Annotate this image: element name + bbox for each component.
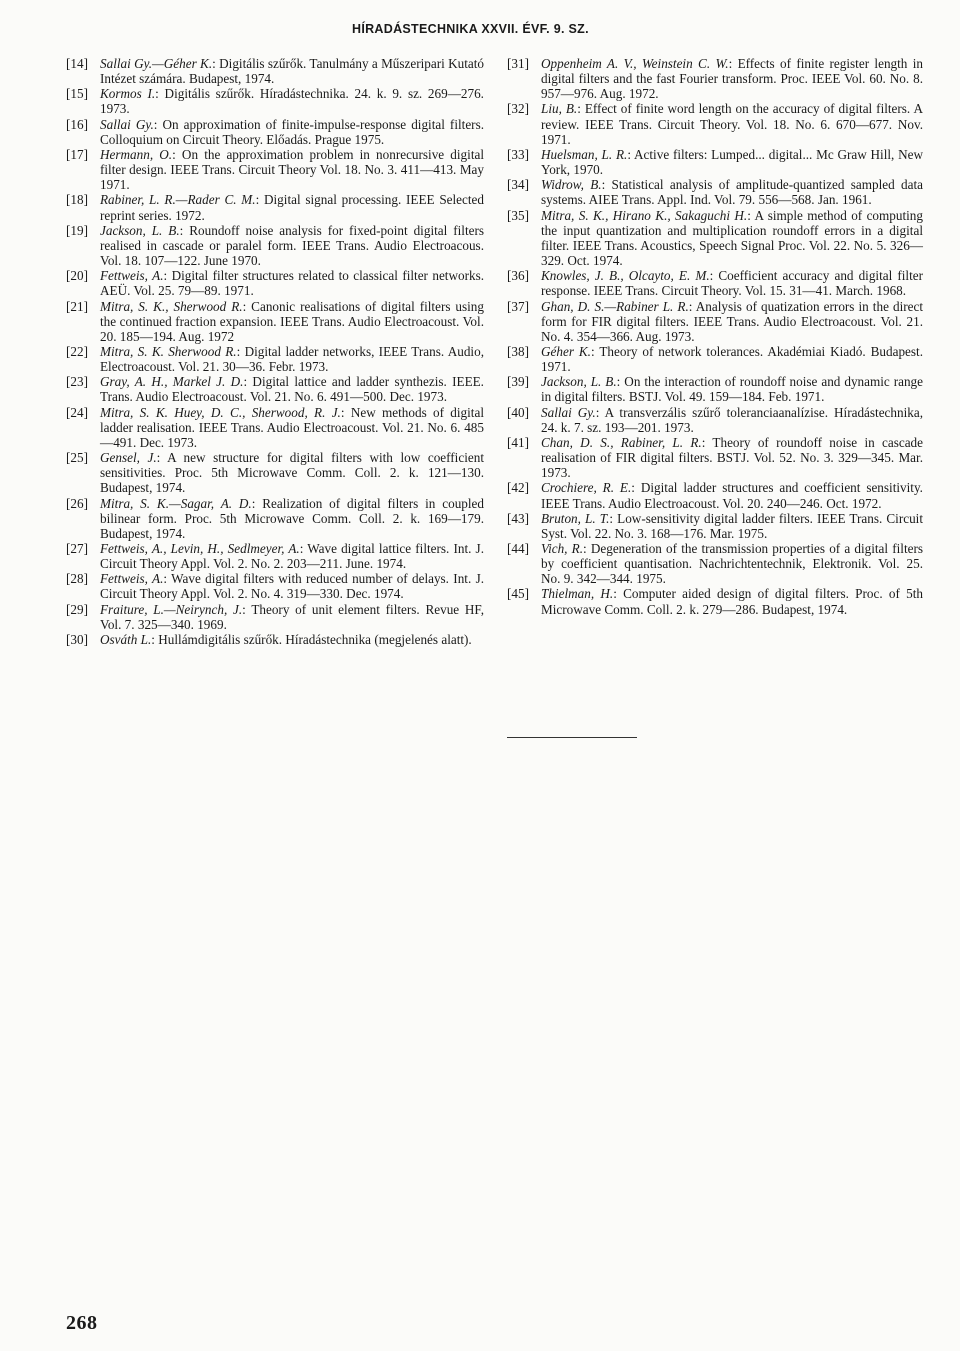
reference-authors: Kormos I.: [100, 86, 156, 102]
reference-authors: Sallai Gy.—Géher K.: [100, 56, 213, 71]
reference-text: : New methods of digital ladder realisation. IEEE Trans. Audio Electroacoust. Vol. 21. No. 6. 485—491. Dec. 1973.: [100, 404, 484, 450]
reference-number: [43]: [507, 510, 529, 526]
reference-authors: Fettweis, A.: [100, 571, 164, 587]
reference-number: [22]: [66, 343, 88, 359]
reference-text: : Realization of digital filters in coupled bilinear form. Proc. 5th Microwave Comm. Coll. 2. k. 169—179. Budapest, 1974.: [100, 495, 484, 541]
reference-number: [35]: [507, 207, 529, 223]
reference-entry: [507, 344, 923, 374]
reference-number: [19]: [66, 222, 88, 238]
reference-text: : Digitális szűrők. Híradástechnika. 24. k. 9. sz. 269—276. 1973.: [100, 86, 484, 117]
reference-entry: [507, 374, 923, 404]
reference-number: [27]: [66, 541, 88, 556]
reference-number: [45]: [507, 586, 529, 602]
reference-text: : A transverzális szűrő toleranciaanalízise. Híradástechnika, 24. k. 7. sz. 193—201. 1973.: [541, 404, 924, 435]
reference-number: [37]: [507, 298, 529, 314]
reference-entry: [66, 602, 484, 632]
reference-text: : Wave digital filters with reduced number of delays. Int. J. Circuit Theory Appl. Vol. 2. No. 4. 319—330. Dec. 1974.: [100, 571, 484, 602]
reference-number: [31]: [507, 56, 529, 71]
reference-number: [39]: [507, 374, 529, 390]
reference-entry: [66, 299, 484, 344]
reference-text: : Degeneration of the transmission properties of a digital filters by coefficient quantisation. Nachrichtentechnik, Elektronik. Vol. 25. No. 9. 342—344. 1975.: [541, 541, 923, 587]
reference-text: : Analysis of quatization errors in the direct form for FIR digital filters. IEEE Trans. Audio Electroacoust. Vol. 21. No. 4. 354—366. Aug. 1973.: [541, 298, 924, 344]
reference-authors: Géher K.: [541, 343, 591, 359]
reference-number: [40]: [507, 404, 529, 420]
reference-entry: [66, 344, 484, 374]
reference-authors: Chan, D. S., Rabiner, L. R.: [541, 434, 702, 450]
reference-text: : Canonic realisations of digital filters using the continued fraction expansion. IEEE Trans. Audio Electroacoust. Vol. 20. 185—194. Aug. 1972: [100, 298, 484, 344]
reference-number: [18]: [66, 192, 88, 208]
reference-number: [41]: [507, 434, 529, 450]
reference-text: : Hullámdigitális szűrők. Híradástechnika (megjelenés alatt).: [151, 631, 472, 647]
reference-number: [32]: [507, 101, 529, 117]
reference-authors: Mitra, S. K. Sherwood R.: [100, 343, 237, 359]
reference-number: [16]: [66, 116, 88, 132]
reference-text: : Coefficient accuracy and digital filter response. IEEE Trans. Circuit Theory. Vol. 15. 31—41. March. 1968.: [541, 268, 923, 299]
references-left-column: [66, 56, 484, 647]
reference-text: : Active filters: Lumped... digital... Mc Graw Hill, New York, 1970.: [541, 146, 923, 178]
reference-number: [34]: [507, 177, 529, 193]
reference-authors: Widrow, B.: [541, 177, 602, 193]
reference-authors: Mitra, S. K. Huey, D. C., Sherwood, R. J.: [100, 404, 341, 420]
reference-authors: Mitra, S. K., Sherwood R.: [100, 298, 243, 314]
reference-authors: Knowles, J. B., Olcayto, E. M.: [541, 268, 710, 284]
reference-number: [30]: [66, 631, 88, 647]
reference-entry: [66, 571, 484, 601]
reference-entry: [507, 480, 923, 510]
reference-entry: [66, 496, 484, 541]
reference-authors: Jackson, L. B.: [541, 374, 617, 390]
reference-entry: [66, 192, 484, 222]
reference-entry: [507, 268, 923, 298]
reference-text: : Digital signal processing. IEEE Selected reprint series. 1972.: [100, 192, 484, 223]
end-rule: [507, 737, 637, 738]
reference-authors: Gensel, J.: [100, 450, 157, 466]
reference-authors: Liu, B.: [541, 101, 578, 117]
reference-number: [14]: [66, 56, 88, 71]
reference-number: [15]: [66, 86, 88, 102]
reference-text: : Theory of network tolerances. Akadémiai Kiadó. Budapest. 1971.: [541, 343, 923, 375]
reference-number: [24]: [66, 404, 88, 420]
reference-number: [42]: [507, 480, 529, 496]
reference-text: : Digital ladder networks, IEEE Trans. Audio, Electroacoust. Vol. 21. 30—36. Febr. 1973.: [100, 343, 484, 375]
reference-number: [33]: [507, 146, 529, 162]
reference-number: [26]: [66, 495, 88, 511]
reference-authors: Vich, R.: [541, 541, 584, 556]
reference-authors: Fettweis, A.: [100, 268, 164, 284]
reference-text: : On approximation of finite-impulse-response digital filters. Colloquium on Circuit Theory. Előadás. Prague 1975.: [100, 116, 484, 147]
reference-authors: Huelsman, L. R.: [541, 146, 628, 162]
reference-entry: [507, 101, 923, 146]
reference-authors: Thielman, H.: [541, 586, 614, 602]
reference-entry: [507, 208, 923, 269]
reference-authors: Hermann, O.: [100, 146, 173, 162]
reference-entry: [66, 268, 484, 298]
reference-authors: Rabiner, L. R.—Rader C. M.: [100, 192, 256, 208]
reference-authors: Fraiture, L.—Neirynch, J.: [100, 601, 243, 617]
reference-authors: Fettweis, A., Levin, H., Sedlmeyer, A.: [100, 541, 300, 556]
reference-text: : Digital ladder structures and coefficient sensitivity. IEEE Trans. Audio Electroacoust. Vol. 20. 240—246. Oct. 1972.: [541, 480, 923, 511]
reference-text: : On the approximation problem in nonrecursive digital filter design. IEEE Trans. Circuit Theory Vol. 18. No. 3. 411—413. May 1971.: [100, 146, 484, 193]
reference-number: [17]: [66, 146, 88, 162]
reference-text: : A simple method of computing the input quantization and multiplication roundoff errors in a digital filter. IEEE Trans. Acoustics, Speech Signal Proc. Vol. 22. No. 5. 326—329. Oct. 1974.: [541, 207, 923, 269]
reference-authors: Jackson, L. B.: [100, 222, 180, 238]
reference-entry: [66, 223, 484, 268]
reference-entry: [66, 86, 484, 116]
reference-entry: [507, 511, 923, 541]
reference-authors: Gray, A. H., Markel J. D.: [100, 374, 244, 390]
reference-authors: Ghan, D. S.—Rabiner L. R.: [541, 298, 689, 314]
reference-authors: Sallai Gy.: [541, 404, 596, 420]
references-right-column: [507, 56, 923, 617]
reference-entry: [66, 374, 484, 404]
reference-authors: Crochiere, R. E.: [541, 480, 632, 496]
reference-number: [23]: [66, 374, 88, 390]
reference-text: : Wave digital lattice filters. Int. J. Circuit Theory Appl. Vol. 2. No. 2. 203—211. June. 1974.: [100, 541, 484, 572]
reference-number: [36]: [507, 268, 529, 284]
reference-authors: Mitra, S. K.—Sagar, A. D.: [100, 495, 252, 511]
reference-entry: [66, 405, 484, 450]
reference-entry: [66, 117, 484, 147]
reference-authors: Oppenheim A. V., Weinstein C. W.: [541, 56, 729, 71]
reference-text: : Theory of unit element filters. Revue HF, Vol. 7. 325—340. 1969.: [100, 601, 485, 632]
reference-entry: [507, 147, 923, 177]
reference-number: [25]: [66, 450, 88, 466]
reference-text: : Roundoff noise analysis for fixed-point digital filters realised in cascade or paralel form. IEEE Trans. Audio Electroacous. Vol. 18. 107—122. June 1970.: [100, 222, 484, 269]
reference-text: : Statistical analysis of amplitude-quantized sampled data systems. AIEE Trans. Appl. Ind. Vol. 79. 556—568. Jan. 1961.: [541, 177, 924, 208]
reference-entry: [507, 541, 923, 586]
reference-entry: [507, 586, 923, 616]
reference-entry: [66, 147, 484, 192]
reference-number: [29]: [66, 601, 88, 617]
running-header: HÍRADÁSTECHNIKA XXVII. ÉVF. 9. SZ.: [352, 22, 589, 36]
reference-text: : A new structure for digital filters with low coefficient sensitivities. Proc. 5th Microwave Comm. Coll. 2. k. 121—130. Budapest, 1974.: [100, 450, 484, 496]
reference-number: [44]: [507, 541, 529, 556]
reference-entry: [66, 632, 484, 647]
reference-number: [38]: [507, 343, 529, 359]
reference-text: : Low-sensitivity digital ladder filters. IEEE Trans. Circuit Syst. Vol. 22. No. 3. 168—176. Mar. 1975.: [541, 510, 923, 541]
page-number: 268: [66, 1312, 98, 1334]
reference-authors: Sallai Gy.: [100, 116, 154, 132]
reference-authors: Osváth L.: [100, 631, 152, 647]
reference-authors: Mitra, S. K., Hirano K., Sakaguchi H.: [541, 207, 748, 223]
reference-entry: [507, 435, 923, 480]
reference-entry: [66, 450, 484, 495]
reference-text: : Digital lattice and ladder synthezis. IEEE. Trans. Audio Electroacoust. Vol. 21. No. 6. 491—500. Dec. 1973.: [100, 374, 484, 405]
reference-text: : Effects of finite register length in digital filters and the fast Fourier transform. Proc. IEEE Vol. 60. No. 8. 957—976. Aug. 1972.: [541, 56, 923, 102]
reference-number: [21]: [66, 298, 88, 314]
reference-text: : Computer aided design of digital filters. Proc. of 5th Microwave Comm. Coll. 2. k. 279—286. Budapest, 1974.: [541, 586, 923, 617]
reference-text: : On the interaction of roundoff noise and dynamic range in digital filters. BSTJ. Vol. 49. 159—184. Feb. 1971.: [541, 374, 923, 405]
reference-text: : Theory of roundoff noise in cascade realisation of FIR digital filters. BSTJ. Vol. 52. No. 3. 329—345. Mar. 1973.: [541, 434, 924, 481]
reference-text: : Digital filter structures related to classical filter networks. AEÜ. Vol. 25. 79—89. 1971.: [100, 268, 484, 299]
reference-entry: [66, 56, 484, 86]
reference-number: [28]: [66, 571, 88, 587]
reference-entry: [66, 541, 484, 571]
reference-text: : Digitális szűrők. Tanulmány a Műszeripari Kutató Intézet számára. Budapest, 1974.: [100, 56, 485, 87]
reference-entry: [507, 56, 923, 101]
reference-entry: [507, 405, 923, 435]
reference-authors: Bruton, L. T.: [541, 510, 610, 526]
reference-text: : Effect of finite word length on the accuracy of digital filters. A review. IEEE Trans. Circuit Theory. Vol. 18. No. 6. 670—677. Nov. 1971.: [541, 101, 923, 147]
reference-number: [20]: [66, 268, 88, 284]
reference-entry: [507, 177, 923, 207]
reference-entry: [507, 299, 923, 344]
